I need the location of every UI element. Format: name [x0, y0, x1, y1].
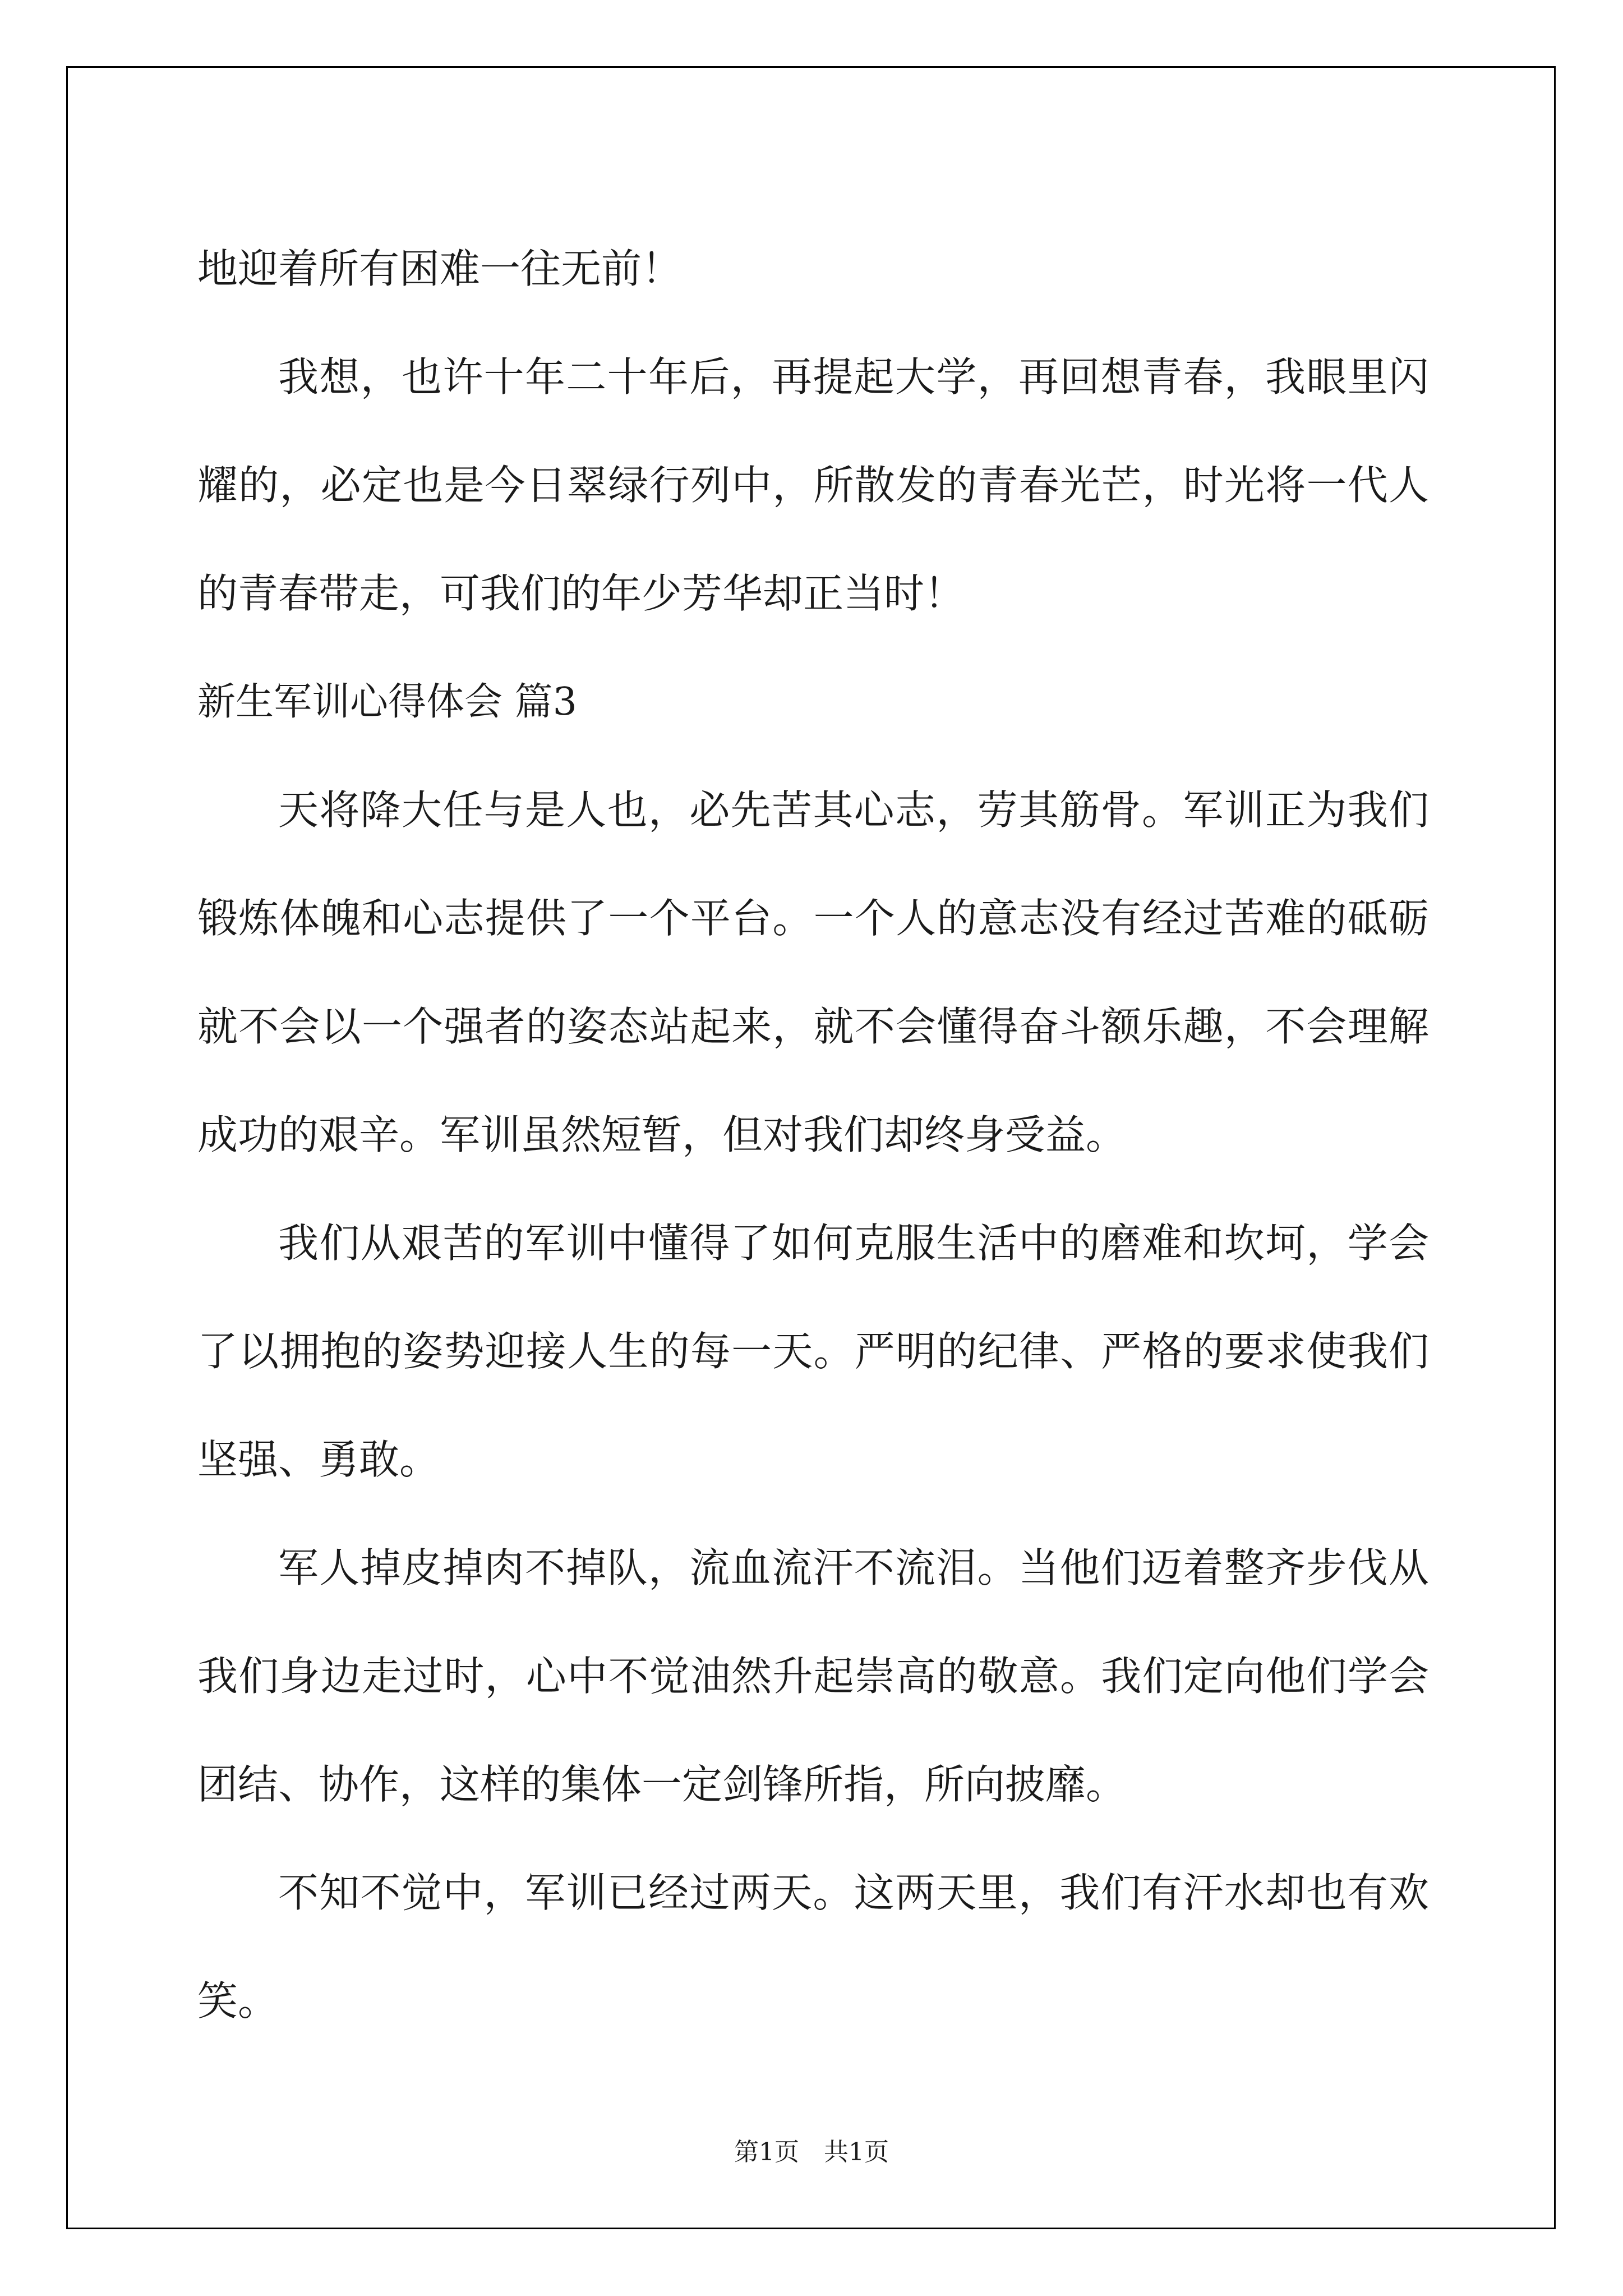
paragraph: 我们从艰苦的军训中懂得了如何克服生活中的磨难和坎坷，学会了以拥抱的姿势迎接人生的每一天。严明的纪律、严格的要求使我们坚强、勇敢。: [197, 1220, 1429, 1483]
page-footer: 第1页 共1页: [734, 2138, 889, 2166]
section-heading: 新生军训心得体会 篇3: [197, 680, 577, 724]
paragraph: 军人掉皮掉肉不掉队，流血流汗不流泪。当他们迈着整齐步伐从我们身边走过时，心中不觉油然升起崇高的敬意。我们定向他们学会团结、协作，这样的集体一定剑锋所指，所向披靡。: [197, 1544, 1429, 1808]
paragraph-continuation: 地迎着所有困难一往无前！: [197, 245, 683, 292]
paragraph: 不知不觉中，军训已经过两天。这两天里，我们有汗水却也有欢笑。: [197, 1869, 1429, 2024]
paragraph: 天将降大任与是人也，必先苦其心志，劳其筋骨。军训正为我们锻炼体魄和心志提供了一个平台。一个人的意志没有经过苦难的砥砺就不会以一个强者的姿态站起来，就不会懂得奋斗额乐趣，不会理解成功的艰辛。军训虽然短暂，但对我们却终身受益。: [197, 786, 1429, 1158]
document-body: [197, 215, 1429, 2055]
paragraph: 我想，也许十年二十年后，再提起大学，再回想青春，我眼里闪耀的，必定也是今日翠绿行列中，所散发的青春光芒，时光将一代人的青春带走，可我们的年少芳华却正当时！: [197, 353, 1429, 617]
